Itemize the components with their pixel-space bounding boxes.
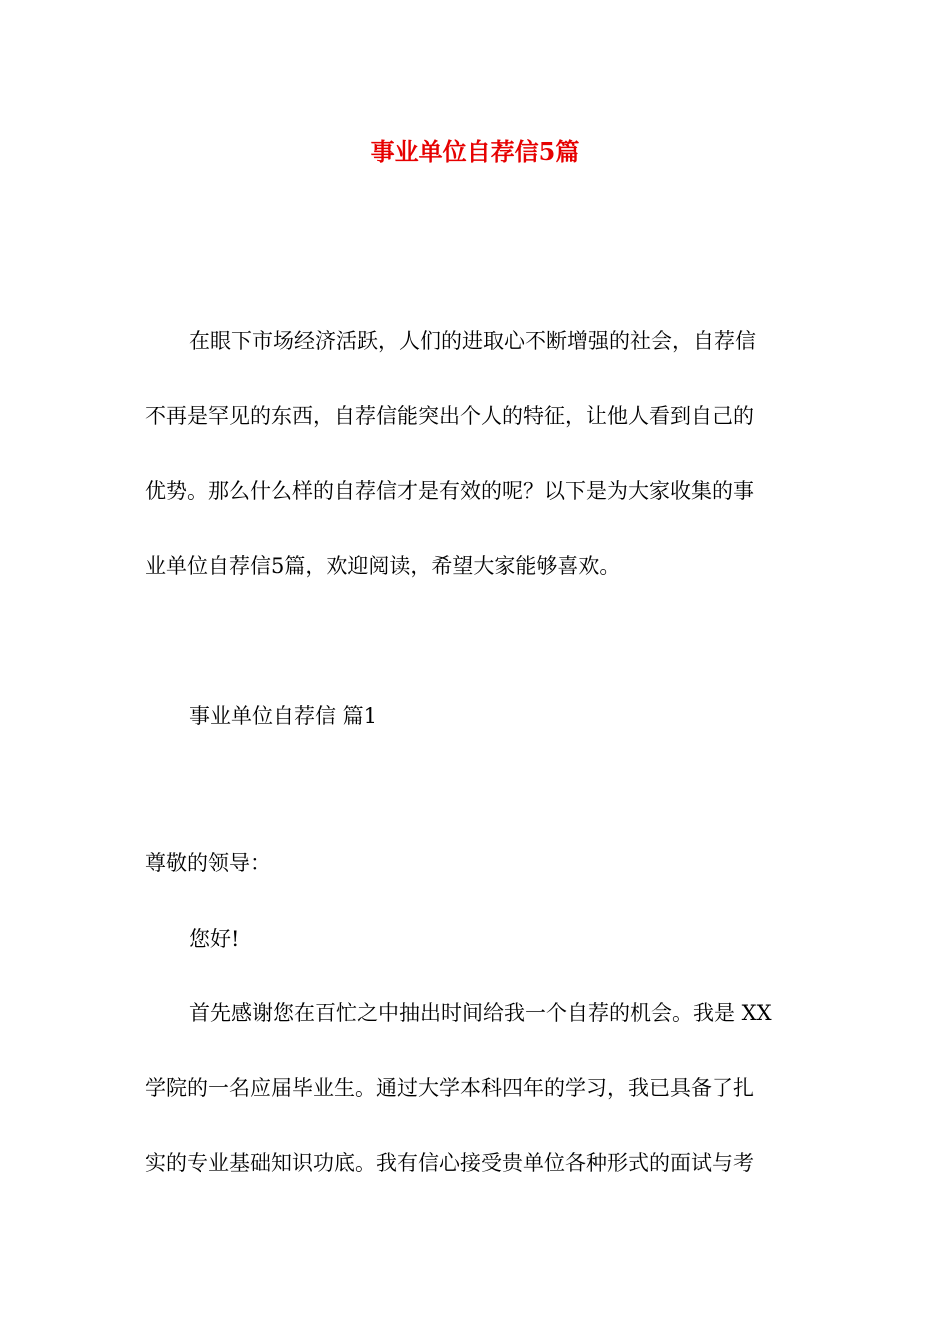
greeting: 您好! xyxy=(189,927,240,951)
document-title: 事业单位自荐信5篇 xyxy=(370,137,580,166)
body-line: 学院的一名应届毕业生。通过大学本科四年的学习，我已具备了扎 xyxy=(145,1076,754,1100)
body-line: 首先感谢您在百忙之中抽出时间给我一个自荐的机会。我是 XX xyxy=(189,1001,772,1025)
section-heading: 事业单位自荐信 篇1 xyxy=(189,704,378,728)
intro-line: 在眼下市场经济活跃，人们的进取心不断增强的社会，自荐信 xyxy=(189,329,756,353)
body-line: 实的专业基础知识功底。我有信心接受贵单位各种形式的面试与考 xyxy=(145,1151,754,1175)
intro-line: 优势。那么什么样的自荐信才是有效的呢？以下是为大家收集的事 xyxy=(145,479,754,503)
intro-line: 业单位自荐信5篇，欢迎阅读，希望大家能够喜欢。 xyxy=(145,554,621,578)
salutation: 尊敬的领导： xyxy=(145,851,271,875)
intro-line: 不再是罕见的东西，自荐信能突出个人的特征，让他人看到自己的 xyxy=(145,404,754,428)
